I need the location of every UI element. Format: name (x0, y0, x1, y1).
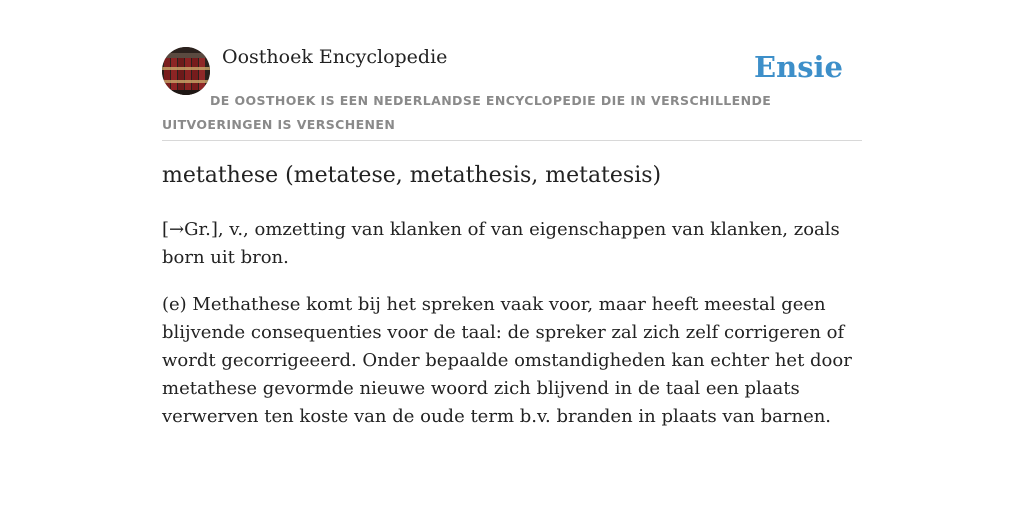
source-header (162, 0, 862, 141)
source-avatar[interactable] (162, 47, 210, 95)
source-tagline: DE OOSTHOEK IS EEN NEDERLANDSE ENCYCLOPEDIE DIE IN VERSCHILLENDE UITVOERINGEN IS VERSCHENEN (162, 93, 772, 132)
entry-definition (162, 216, 862, 450)
encyclopedia-books-icon (162, 47, 210, 95)
entry-headword: metathese (metatese, metathesis, metatesis) (162, 163, 662, 188)
definition-paragraph: (e) Methathese komt bij het spreken vaak voor, maar heeft meestal geen blijvende consequenties voor de taal: de spreker zal zich zelf corrigeren of wordt gecorrigeeerd. Onder bepaalde omstandigheden kan echter het door metathese gevormde nieuwe woord zich blijvend in de taal een plaats verwerven ten koste van de oude term b.v. branden in plaats van barnen. (162, 294, 852, 427)
page (162, 0, 862, 427)
source-title[interactable]: Oosthoek Encyclopedie (222, 46, 448, 68)
definition-paragraph: [→Gr.], v., omzetting van klanken of van eigenschappen van klanken, zoals born uit bron. (162, 219, 840, 268)
ensie-logo-link[interactable]: Ensie (754, 50, 843, 84)
